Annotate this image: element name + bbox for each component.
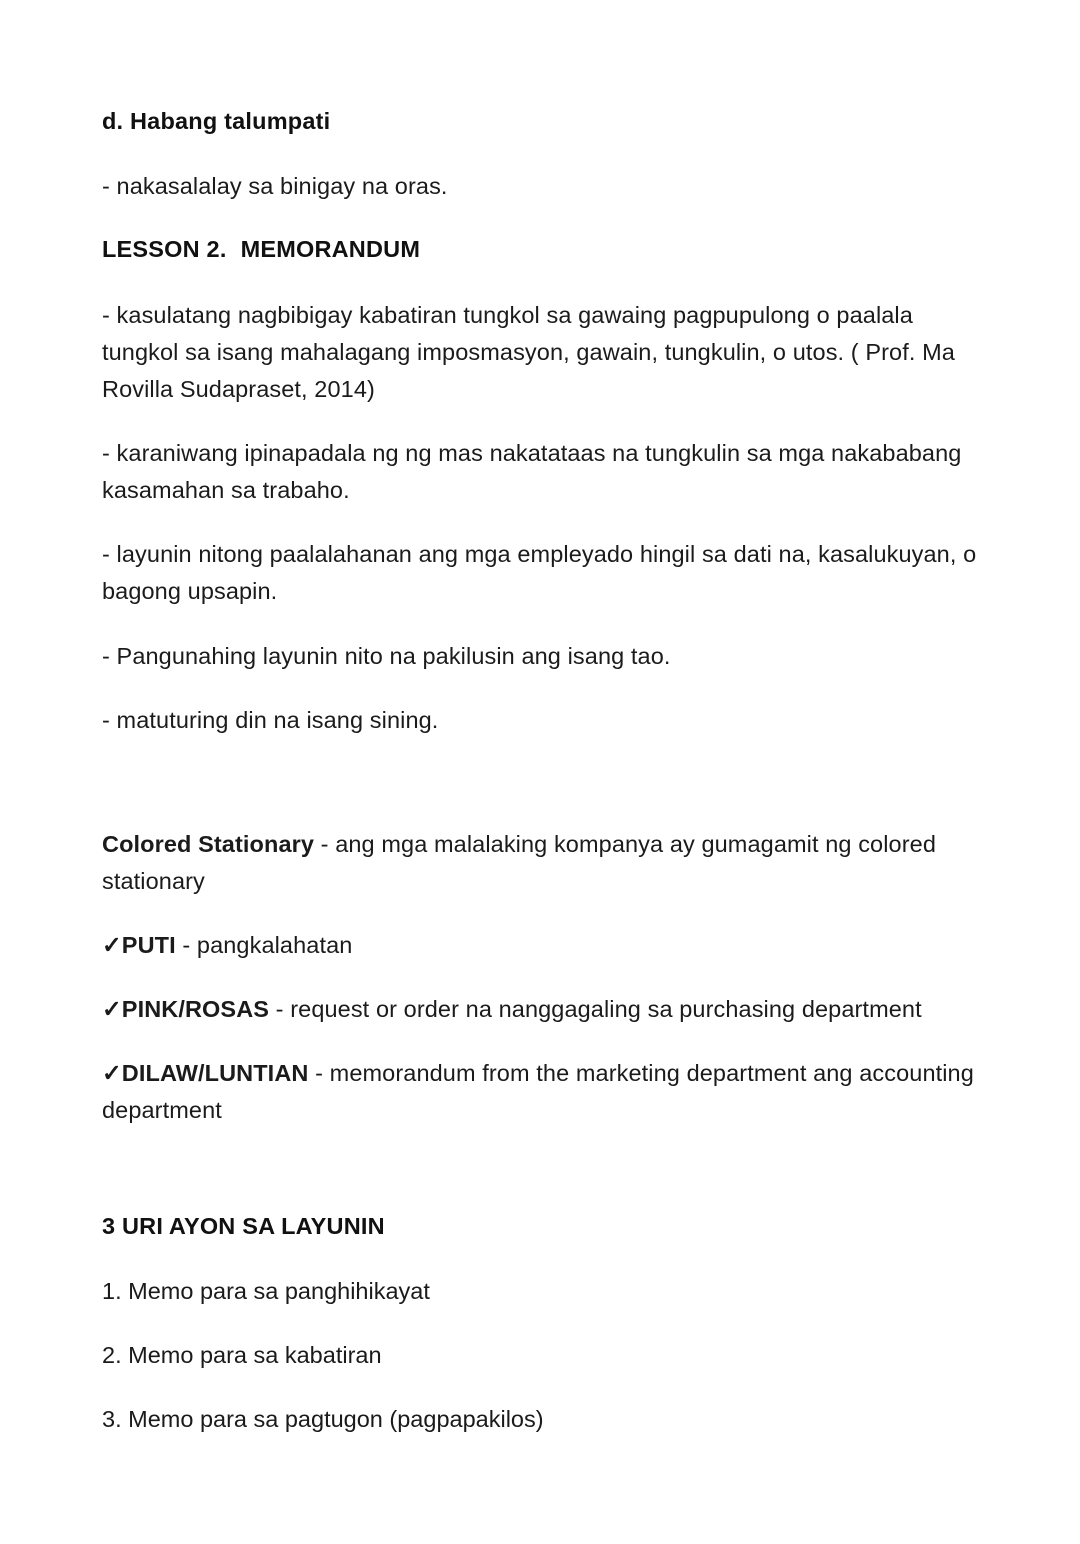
stationary-item-name: PUTI	[121, 932, 176, 958]
stationary-item-puti	[102, 927, 994, 964]
colored-stationary-definition	[102, 826, 994, 900]
uri-ayon-sa-layunin-heading: 3 URI AYON SA LAYUNIN	[102, 1212, 385, 1239]
section-body-habang-talumpati: - nakasalalay sa binigay na oras.	[102, 173, 448, 200]
lesson-heading	[102, 232, 994, 267]
check-icon: ✓	[102, 1060, 122, 1087]
lesson-paragraph-2: - karaniwang ipinapadala ng ng mas nakatataas na tungkulin sa mga nakababang kasamahan sa trabaho.	[102, 440, 962, 504]
lesson-paragraph-5: - matuturing din na isang sining.	[102, 706, 439, 733]
section-heading-habang-talumpati: d. Habang talumpati	[102, 108, 331, 134]
lesson-title: MEMORANDUM	[240, 236, 421, 263]
list-item: 3. Memo para sa pagtugon (pagpapakilos)	[102, 1406, 544, 1432]
section-spacer-2	[102, 1157, 994, 1209]
lesson-paragraph-3: - layunin nitong paalalahanan ang mga empleyado hingil sa dati na, kasalukuyan, o bagong upsapin.	[102, 541, 977, 605]
stationary-item-desc: - pangkalahatan	[175, 932, 353, 958]
stationary-item-name: DILAW/LUNTIAN	[121, 1060, 309, 1087]
lesson-paragraph-4: - Pangunahing layunin nito na pakilusin ang isang tao.	[102, 642, 671, 669]
lesson-paragraph-1: - kasulatang nagbibigay kabatiran tungkol sa gawaing pagpupulong o paalala tungkol sa isang mahalagang imposmasyon, gawain, tungkulin, o utos. ( Prof. Ma Rovilla Sudapraset, 2014)	[102, 301, 955, 402]
stationary-item-name: PINK/ROSAS	[121, 996, 270, 1023]
stationary-item-dilaw-luntian	[102, 1055, 994, 1129]
stationary-item-pink-rosas	[102, 991, 994, 1028]
colored-stationary-desc: - ang mga malalaking kompanya ay gumagamit ng colored stationary	[102, 830, 936, 894]
stationary-item-desc: - request or order na nanggagaling sa purchasing department	[269, 996, 922, 1023]
list-item: 1. Memo para sa panghihikayat	[102, 1277, 430, 1304]
lesson-label: LESSON 2.	[102, 236, 227, 263]
list-item: 2. Memo para sa kabatiran	[102, 1341, 382, 1368]
section-spacer-1	[102, 766, 994, 826]
colored-stationary-term: Colored Stationary	[102, 830, 315, 857]
check-icon: ✓	[102, 932, 122, 958]
stationary-item-desc: - memorandum from the marketing department ang accounting department	[102, 1060, 974, 1124]
check-icon: ✓	[102, 996, 122, 1023]
